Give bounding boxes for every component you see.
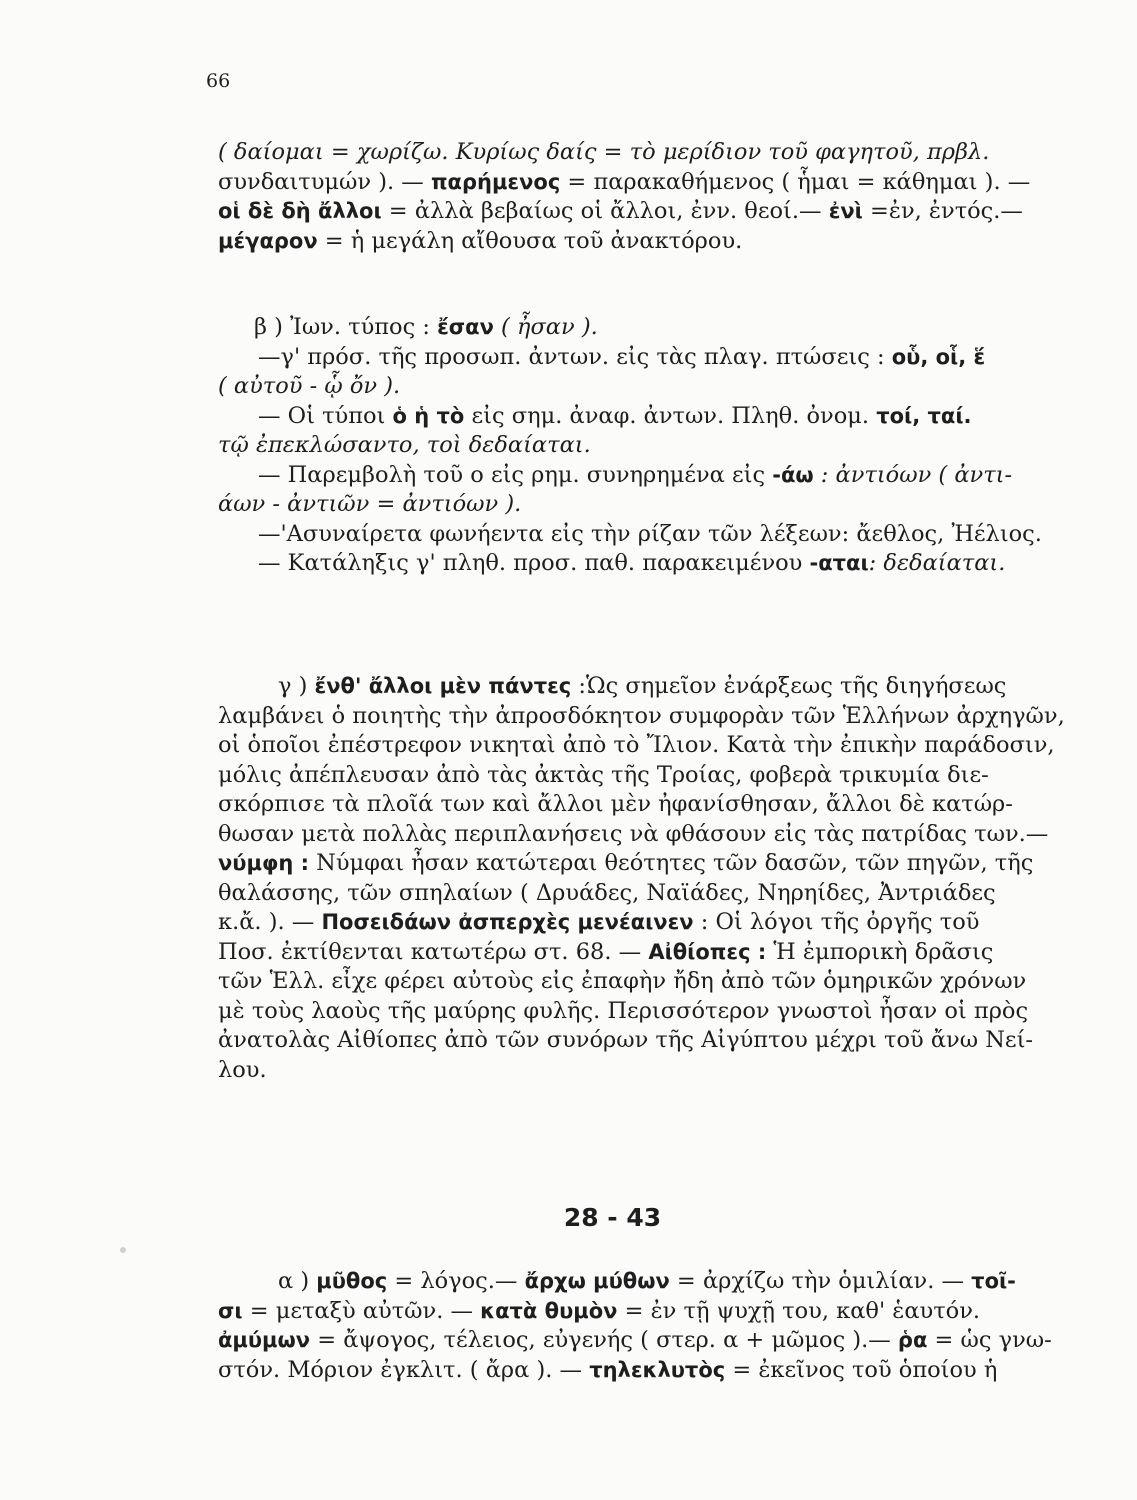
text-line: μὲ τοὺς λαοὺς τῆς μαύρης φυλῆς. Περισσότερον γνωστοὶ ἦσαν οἱ πρὸς [218,997,1029,1024]
gloss-block-alpha [218,138,1086,256]
text-line: νύμφη : Νύμφαι ἦσαν κατώτεραι θεότητες τῶν δασῶν, τῶν πηγῶν, τῆς [218,850,1034,876]
text-line: λου. [218,1056,267,1083]
headword: Αἰθίοπες : [648,939,767,964]
text-line: σι = μεταξὺ αὐτῶν. — κατὰ θυμὸν = ἐν τῇ ψυχῇ του, καθ' ἑαυτόν. [218,1297,981,1324]
text-line: θωσαν μετὰ πολλὰς περιπλανήσεις νὰ φθάσουν εἰς τὰς πατρίδας των.— [218,820,1049,847]
headword: μέγαρον [218,228,318,253]
headword: κατὰ θυμὸν [480,1298,618,1323]
headword: ὁ ἡ τὸ [392,403,465,428]
text-line: ( δαίομαι = χωρίζω. Κυρίως δαίς = τὸ μερίδιον τοῦ φαγητοῦ, πρβλ. [218,139,990,165]
text-line: οἱ ὁποῖοι ἐπέστρεφον νικηταὶ ἀπὸ τὸ Ἴλιον. Κατὰ τὴν ἐπικὴν παράδοσιν, [218,732,1055,758]
text-line: —'Ασυναίρετα φωνήεντα εἰς τὴν ρίζαν τῶν λέξεων: ἄεθλος, Ἠέλιος. [258,520,1042,547]
text-line: Ποσ. ἐκτίθενται κατωτέρω στ. 68. — Αἰθίοπες : Ἡ ἐμπορικὴ δρᾶσις [218,938,994,965]
headword: ἐνὶ [828,199,863,223]
headword: Ποσειδάων ἀσπερχὲς μενέαινεν [321,910,694,934]
headword: σι [218,1298,243,1323]
text-line: συνδαιτυμών ). — παρήμενος = παρακαθήμενος ( ἧμαι = κάθημαι ). — [218,168,1031,195]
headword: νύμφη : [218,851,310,875]
text-line: λαμβάνει ὁ ποιητὴς τὴν ἀπροσδόκητον συμφορὰν τῶν Ἑλλήνων ἀρχηγῶν, [218,702,1065,729]
gloss-block-gamma [218,672,1086,1085]
headword: ἄρχω μύθων [524,1269,670,1293]
text-line: —γ' πρόσ. τῆς προσωπ. ἀντων. εἰς τὰς πλαγ. πτώσεις : οὗ, οἷ, ἕ [258,343,986,370]
text-line: τῶν Ἑλλ. εἶχε φέρει αὐτοὺς εἰς ἐπαφὴν ἤδη ἀπὸ τῶν ὁμηρικῶν χρόνων [218,968,1027,994]
text-line: οἱ δὲ δὴ ἄλλοι = ἀλλὰ βεβαίως οἱ ἄλλοι, ἐνν. θεοί.— ἐνὶ =ἐν, ἐντός.— [218,198,1023,224]
text-line: θαλάσσης, τῶν σπηλαίων ( Δρυάδες, Ναϊάδες, Νηρηίδες, Ἀντριάδες [218,879,996,906]
section-heading: 28 - 43 [563,1203,662,1232]
headword: ἔνθ' ἄλλοι μὲν πάντες [314,674,572,698]
text-line: ( αὐτοῦ - ᾧ ὄν ). [218,373,401,399]
headword: ἔσαν [437,315,494,339]
gloss-block-section [218,1267,1086,1385]
headword: μῦθος [316,1269,388,1293]
text-line: — Οἱ τύποι ὁ ἡ τὸ εἰς σημ. ἀναφ. ἀντων. Πληθ. ὀνομ. τοί, ταί. [258,402,972,429]
headword: οἱ δὲ δὴ ἄλλοι [218,199,382,223]
text-line: μέγαρον = ἡ μεγάλη αἴθουσα τοῦ ἀνακτόρου. [218,227,743,254]
headword: ἀμύμων [218,1328,311,1352]
text-line: κ.ἄ. ). — Ποσειδάων ἀσπερχὲς μενέαινεν : Οἱ λόγοι τῆς ὀργῆς τοῦ [218,909,980,935]
text-line: μόλις ἀπέπλευσαν ἀπὸ τὰς ἀκτὰς τῆς Τροίας, φοβερὰ τρικυμία διε- [218,761,989,788]
text-line: ἀνατολὰς Αἰθίοπες ἀπὸ τῶν συνόρων τῆς Αἰγύπτου μέχρι τοῦ ἄνω Νεί- [218,1027,1033,1053]
text-line: γ ) ἔνθ' ἄλλοι μὲν πάντες :Ὡς σημεῖον ἐνάρξεως τῆς διηγήσεως [278,673,1007,699]
text-line: α ) μῦθος = λόγος.— ἄρχω μύθων = ἀρχίζω τὴν ὁμιλίαν. — τοῖ- [278,1268,1016,1294]
headword: τοῖ- [971,1269,1016,1293]
headword: παρήμενος [430,169,561,194]
headword: -άω [772,462,814,487]
text-line: β ) Ἰων. τύπος : ἔσαν ( ἦσαν ). [254,314,598,340]
text-line: — Κατάληξις γ' πληθ. προσ. παθ. παρακειμένου -αται: δεδαίαται. [258,550,1006,576]
text-line: τῷ ἐπεκλώσαντο, τοὶ δεδαίαται. [218,432,591,458]
page-number: 66 [206,70,231,92]
headword: οὗ, οἷ, ἕ [891,344,986,369]
text-line: στόν. Μόριον ἐγκλιτ. ( ἄρα ). — τηλεκλυτὸς = ἐκεῖνος τοῦ ὁποίου ἡ [218,1356,998,1383]
headword: ῥα [897,1328,928,1352]
headword: -αται [809,551,869,575]
text-line: άων - ἀντιῶν = ἀντιόων ). [218,491,522,517]
scan-speck [120,1247,126,1253]
text-line: σκόρπισε τὰ πλοῖά των καὶ ἄλλοι μὲν ἠφανίσθησαν, ἄλλοι δὲ κατώρ- [218,791,1013,817]
gloss-block-beta [218,313,1086,579]
text-line: — Παρεμβολὴ τοῦ ο εἰς ρημ. συνηρημένα εἰς -άω : ἀντιόων ( ἀντι- [258,461,1013,488]
headword: τηλεκλυτὸς [589,1357,726,1382]
headword: τοί, ταί. [876,403,972,428]
text-line: ἀμύμων = ἄψογος, τέλειος, εὐγενής ( στερ. α + μῶμος ).— ῥα = ὡς γνω- [218,1327,1052,1353]
